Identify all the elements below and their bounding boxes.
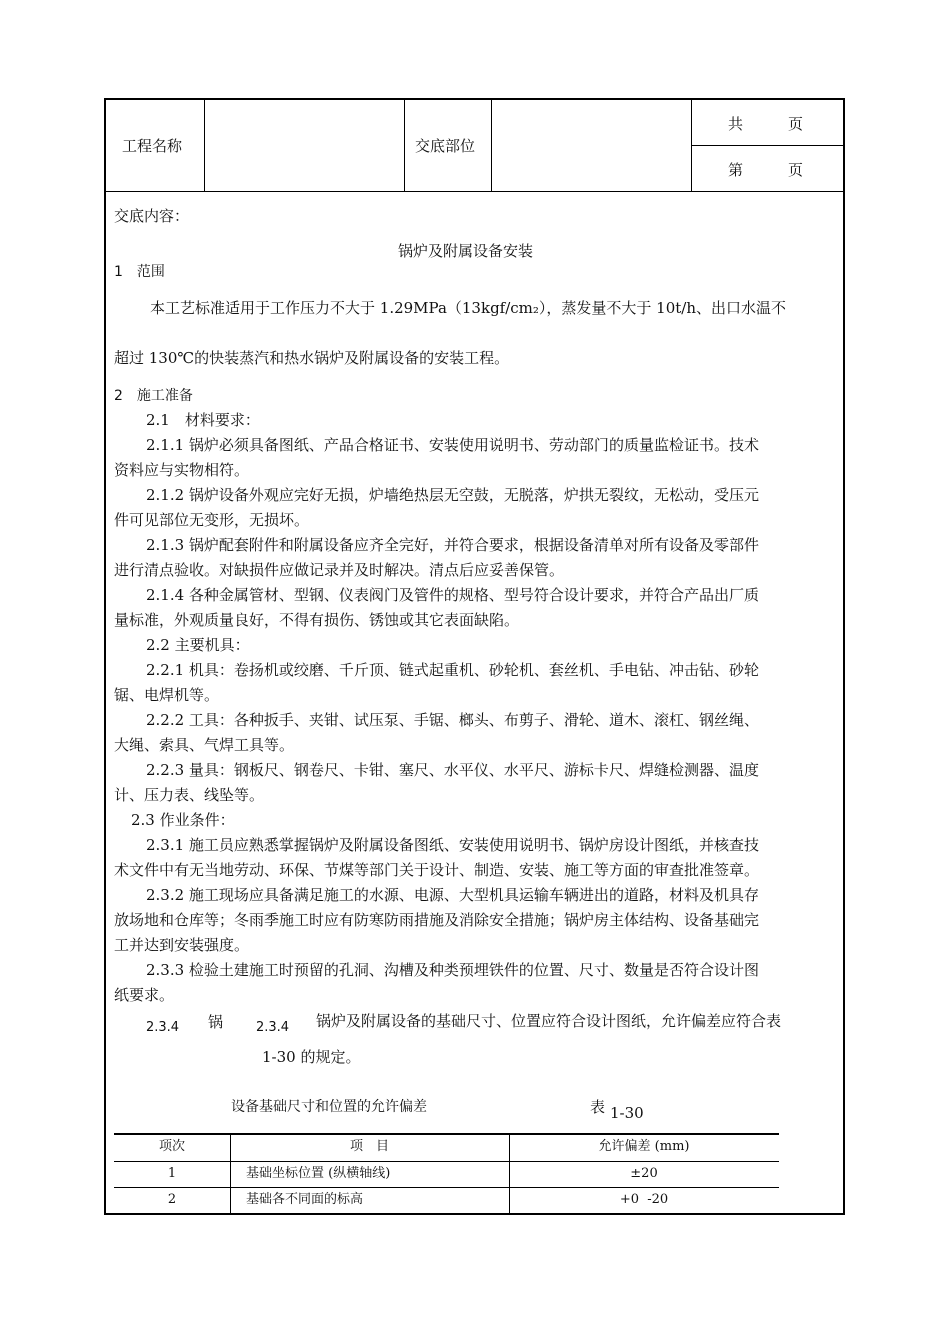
item-2-3-4-fragment: 锅 (208, 1013, 224, 1031)
item-2-3-1-line-1: 2.3.1 施工员应熟悉掌握锅炉及附属设备图纸、安装使用说明书、锅炉房设计图纸，并核查技 (146, 836, 759, 854)
item-2-3-2-line-3: 工并达到安装强度。 (114, 936, 250, 954)
handover-content-label: 交底内容： (114, 207, 190, 225)
table-row-2-index: 2 (167, 1192, 177, 1207)
item-2-1-4-line-1: 2.1.4 各种金属管材、型钢、仪表阀门及管件的规格、型号符合设计要求，并符合产品出厂质 (146, 586, 759, 604)
table-header-tolerance: 允许偏差 (mm) (598, 1139, 690, 1154)
item-2-3-1-line-2: 术文件中有无当地劳动、环保、节煤等部门关于设计、制造、安装、施工等方面的审查批准签章。 (114, 861, 760, 879)
item-2-1-3-line-2: 进行清点验收。对缺损件应做记录并及时解决。清点后应妥善保管。 (114, 561, 565, 579)
item-2-1-1-line-1: 2.1.1 锅炉必须具备图纸、产品合格证书、安装使用说明书、劳动部门的质量监检证书。技术 (146, 436, 759, 454)
table-row-1-index: 1 (167, 1166, 177, 1181)
table-row-rule-2 (114, 1187, 779, 1188)
item-2-3-4-text: 锅炉及附属设备的基础尺寸、位置应符合设计图纸，允许偏差应符合表 (316, 1012, 782, 1030)
total-pages-label: 共 页 (728, 115, 804, 133)
scope-paragraph-line-2: 超过 130℃的快装蒸汽和热水锅炉及附属设备的安装工程。 (114, 349, 510, 367)
table-label-prefix: 表 (590, 1098, 606, 1116)
table-caption: 设备基础尺寸和位置的允许偏差 (231, 1099, 427, 1115)
item-2-3-4-text-end: 1-30 的规定。 (262, 1048, 361, 1066)
item-2-2-2-line-1: 2.2.2 工具：各种扳手、夹钳、试压泵、手锯、榔头、布剪子、滑轮、道木、滚杠、钢丝绳、 (146, 711, 759, 729)
item-2-2-2-line-2: 大绳、索具、气焊工具等。 (114, 736, 295, 754)
item-2-1-2-line-2: 件可见部位无变形，无损坏。 (114, 511, 310, 529)
header-bottom-line (105, 191, 844, 192)
project-name-label: 工程名称 (122, 137, 183, 155)
page-number-label: 第 页 (728, 161, 804, 179)
table-label-number: 1-30 (610, 1104, 644, 1122)
item-2-1-3-line-1: 2.1.3 锅炉配套附件和附属设备应齐全完好，并符合要求，根据设备清单对所有设备及零部件 (146, 536, 759, 554)
table-row-rule-1 (114, 1161, 779, 1162)
item-2-1-4-line-2: 量标准，外观质量良好，不得有损伤、锈蚀或其它表面缺陷。 (114, 611, 520, 629)
item-2-2-3-line-1: 2.2.3 量具：钢板尺、钢卷尺、卡钳、塞尺、水平仪、水平尺、游标卡尺、焊缝检测器、温度 (146, 761, 759, 779)
table-header-index: 项次 (158, 1139, 185, 1154)
table-row-1-item: 基础坐标位置 (纵横轴线) (246, 1166, 391, 1181)
item-2-3-3-line-2: 纸要求。 (114, 986, 175, 1004)
section-2-title: 2 施工准备 (114, 388, 193, 404)
scope-paragraph-line-1: 本工艺标准适用于工作压力不大于 1.29MPa（13kgf/cm₂），蒸发量不大于 10t/h、出口水温不 (150, 299, 787, 317)
project-name-value[interactable] (215, 136, 395, 156)
table-row-1-tolerance: ±20 (630, 1166, 658, 1181)
item-2-3-4-number-b: 2.3.4 (256, 1020, 290, 1035)
item-2-1-2-line-1: 2.1.2 锅炉设备外观应完好无损，炉墙绝热层无空鼓，无脱落，炉拱无裂纹，无松动，受压元 (146, 486, 759, 504)
document-title: 锅炉及附属设备安装 (398, 242, 534, 260)
handover-location-label: 交底部位 (415, 137, 476, 155)
item-2-3-3-line-1: 2.3.3 检验土建施工时预留的孔洞、沟槽及种类预埋铁件的位置、尺寸、数量是否符合设计图 (146, 961, 759, 979)
section-2-3-title: 2.3 作业条件： (131, 811, 235, 829)
header-split-line (691, 145, 844, 146)
item-2-3-2-line-1: 2.3.2 施工现场应具备满足施工的水源、电源、大型机具运输车辆进出的道路，材料及机具存 (146, 886, 759, 904)
item-2-3-2-line-2: 放场地和仓库等；冬雨季施工时应有防寒防雨措施及消除安全措施；锅炉房主体结构、设备基础完 (114, 911, 760, 929)
table-top-rule (114, 1133, 779, 1135)
section-2-2-title: 2.2 主要机具： (146, 636, 250, 654)
header-divider-3 (491, 99, 492, 192)
section-2-1-title: 2.1 材料要求： (146, 411, 260, 429)
item-2-1-1-line-2: 资料应与实物相符。 (114, 461, 250, 479)
handover-location-value[interactable] (500, 136, 680, 156)
table-header-item: 项 目 (349, 1139, 389, 1154)
table-row-2-item: 基础各不同面的标高 (246, 1192, 364, 1207)
item-2-2-1-line-1: 2.2.1 机具：卷扬机或绞磨、千斤顶、链式起重机、砂轮机、套丝机、手电钻、冲击钻、砂轮 (146, 661, 759, 679)
item-2-3-4-number-a: 2.3.4 (146, 1020, 180, 1035)
table-row-2-tolerance: +0 -20 (619, 1192, 669, 1207)
header-divider-2 (404, 99, 405, 192)
item-2-2-1-line-2: 锯、电焊机等。 (114, 686, 220, 704)
item-2-2-3-line-2: 计、压力表、线坠等。 (114, 786, 265, 804)
section-1-title: 1 范围 (114, 264, 165, 280)
header-divider-1 (204, 99, 205, 192)
